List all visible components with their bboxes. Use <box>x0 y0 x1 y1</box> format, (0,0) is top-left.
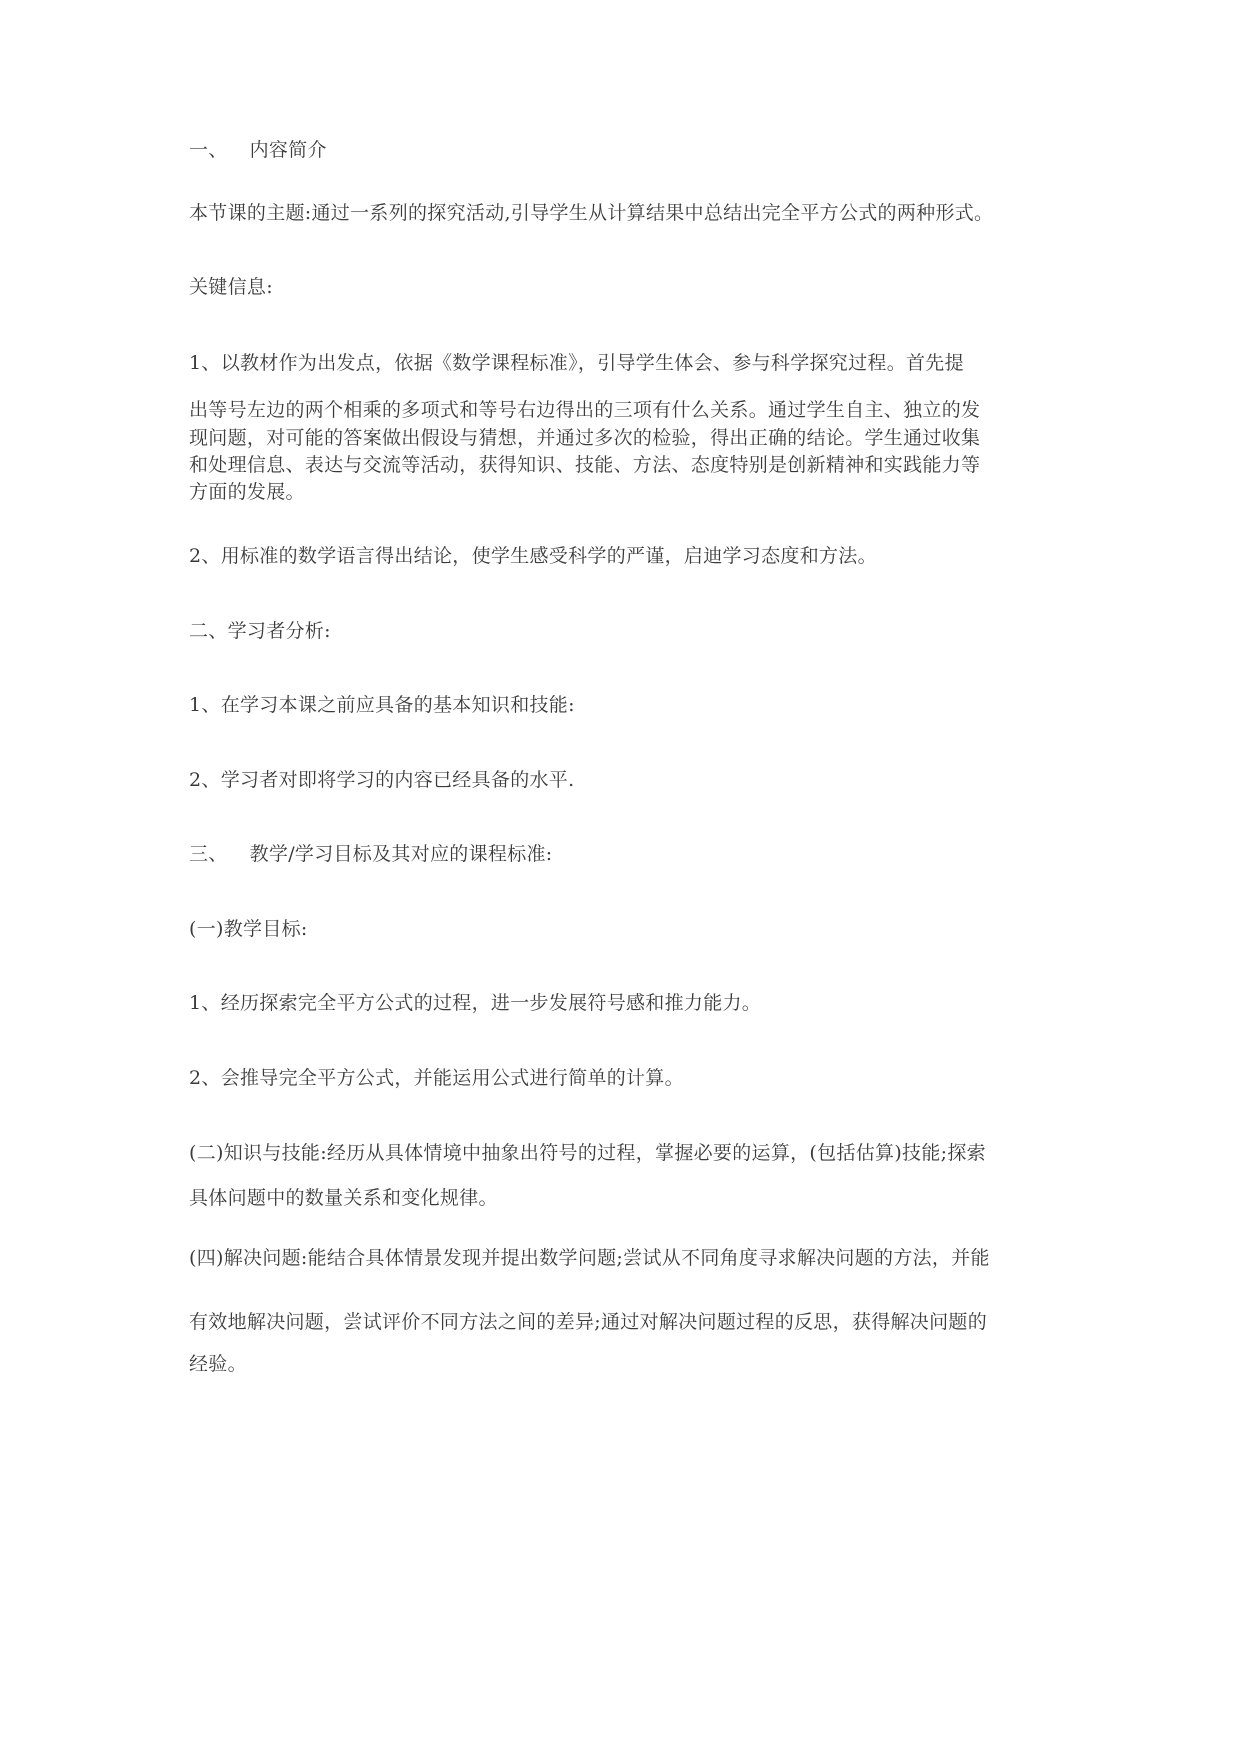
key-info-item1-line2: 出等号左边的两个相乘的多项式和等号右边得出的三项有什么关系。通过学生自主、独立的发 <box>189 399 981 421</box>
learner-analysis-item1: 1、在学习本课之前应具备的基本知识和技能: <box>189 694 575 716</box>
key-info-item1-line4: 和处理信息、表达与交流等活动，获得知识、技能、方法、态度特别是创新精神和实践能力等 <box>189 454 981 476</box>
problem-solving-line1: (四)解决问题:能结合具体情景发现并提出数学问题;尝试从不同角度寻求解决问题的方法，并能 <box>189 1247 990 1269</box>
teaching-goal-item1: 1、经历探索完全平方公式的过程，进一步发展符号感和推力能力。 <box>189 992 762 1014</box>
section3-heading <box>189 842 1059 866</box>
section3-heading-text: 教学/学习目标及其对应的课程标准: <box>249 843 553 865</box>
knowledge-skills-line1: (二)知识与技能:经历从具体情境中抽象出符号的过程，掌握必要的运算，(包括估算)技能;探索 <box>189 1142 986 1164</box>
section1-heading-number: 一、 <box>189 139 228 161</box>
key-info-label: 关键信息: <box>189 276 273 298</box>
teaching-goals-heading: (一)教学目标: <box>189 918 308 940</box>
learner-analysis-item2: 2、学习者对即将学习的内容已经具备的水平. <box>189 769 575 791</box>
section1-heading <box>189 138 1059 162</box>
key-info-item1-line1: 1、以教材作为出发点，依据《数学课程标准》，引导学生体会、参与科学探究过程。首先提 <box>189 352 964 374</box>
knowledge-skills-line2: 具体问题中的数量关系和变化规律。 <box>189 1187 498 1209</box>
teaching-goal-item2: 2、会推导完全平方公式，并能运用公式进行简单的计算。 <box>189 1067 684 1089</box>
section1-heading-text: 内容简介 <box>249 139 327 161</box>
section2-heading: 二、学习者分析: <box>189 620 331 642</box>
lesson-theme-paragraph: 本节课的主题:通过一系列的探究活动,引导学生从计算结果中总结出完全平方公式的两种形式。 <box>189 202 994 224</box>
key-info-item2: 2、用标准的数学语言得出结论，使学生感受科学的严谨，启迪学习态度和方法。 <box>189 545 877 567</box>
section3-heading-number: 三、 <box>189 843 228 865</box>
problem-solving-line2: 有效地解决问题，尝试评价不同方法之间的差异;通过对解决问题过程的反思，获得解决问题的 <box>189 1311 988 1333</box>
key-info-item1-line5: 方面的发展。 <box>189 481 305 503</box>
problem-solving-line3: 经验。 <box>189 1353 247 1375</box>
key-info-item1-line3: 现问题，对可能的答案做出假设与猜想，并通过多次的检验，得出正确的结论。学生通过收集 <box>189 427 981 449</box>
